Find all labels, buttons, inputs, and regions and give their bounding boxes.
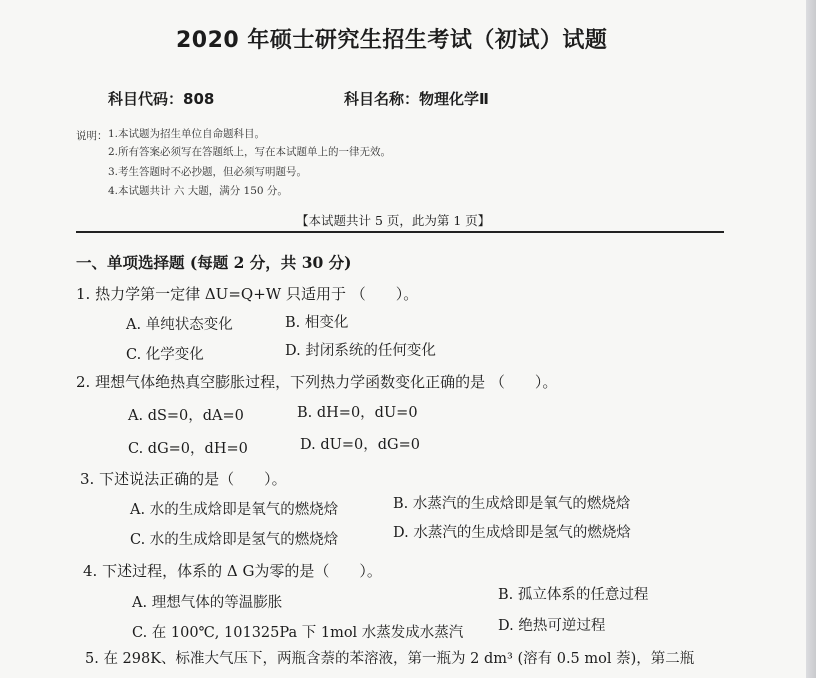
subject-code: 科目代码：808 bbox=[108, 90, 215, 108]
option-a: A. dS=0，dA=0 bbox=[128, 408, 244, 424]
option-d: D. dU=0，dG=0 bbox=[300, 437, 420, 453]
page-info: 【本试题共计 5 页，此为第 1 页】 bbox=[296, 213, 491, 228]
question-stem: 3. 下述说法正确的是（ ）。 bbox=[80, 470, 287, 488]
instruction-item: 1.本试题为招生单位自命题科目。 bbox=[108, 128, 266, 140]
question-stem: 4. 下述过程，体系的 Δ G为零的是（ ）。 bbox=[83, 562, 382, 580]
option-c: C. 水的生成焓即是氢气的燃烧焓 bbox=[130, 532, 339, 548]
option-b: B. dH=0，dU=0 bbox=[297, 405, 418, 421]
header-divider bbox=[76, 231, 724, 233]
instruction-item: 4.本试题共计 六 大题，满分 150 分。 bbox=[108, 185, 288, 197]
option-c: C. 化学变化 bbox=[126, 347, 204, 363]
question-stem: 1. 热力学第一定律 ΔU=Q+W 只适用于 （ ）。 bbox=[76, 285, 419, 303]
option-b: B. 相变化 bbox=[285, 315, 349, 331]
subject-name: 科目名称：物理化学Ⅱ bbox=[344, 90, 489, 108]
option-c: C. dG=0，dH=0 bbox=[128, 441, 248, 457]
option-d: D. 绝热可逆过程 bbox=[498, 618, 606, 634]
option-b: B. 水蒸汽的生成焓即是氧气的燃烧焓 bbox=[393, 496, 631, 512]
question-5-stem: 5. 在 298K、标准大气压下，两瓶含萘的苯溶液，第一瓶为 2 dm³ (溶有 0.5 mol 萘)，第二瓶 bbox=[85, 651, 695, 667]
option-d: D. 水蒸汽的生成焓即是氢气的燃烧焓 bbox=[393, 525, 631, 541]
option-b: B. 孤立体系的任意过程 bbox=[498, 587, 649, 603]
option-c: C. 在 100℃, 101325Pa 下 1mol 水蒸发成水蒸汽 bbox=[132, 625, 464, 641]
exam-title: 2020 年硕士研究生招生考试（初试）试题 bbox=[176, 28, 608, 53]
option-a: A. 单纯状态变化 bbox=[126, 317, 233, 333]
option-d: D. 封闭系统的任何变化 bbox=[285, 343, 436, 359]
section-title: 一、单项选择题 (每题 2 分，共 30 分) bbox=[76, 253, 352, 272]
instruction-item: 3.考生答题时不必抄题，但必须写明题号。 bbox=[108, 166, 308, 178]
instructions-label: 说明： bbox=[76, 130, 108, 142]
option-a: A. 水的生成焓即是氧气的燃烧焓 bbox=[130, 502, 339, 518]
scan-edge bbox=[806, 0, 816, 678]
question-stem: 2. 理想气体绝热真空膨胀过程，下列热力学函数变化正确的是 （ ）。 bbox=[76, 373, 558, 391]
option-a: A. 理想气体的等温膨胀 bbox=[132, 595, 283, 611]
instruction-item: 2.所有答案必须写在答题纸上，写在本试题单上的一律无效。 bbox=[108, 146, 392, 158]
